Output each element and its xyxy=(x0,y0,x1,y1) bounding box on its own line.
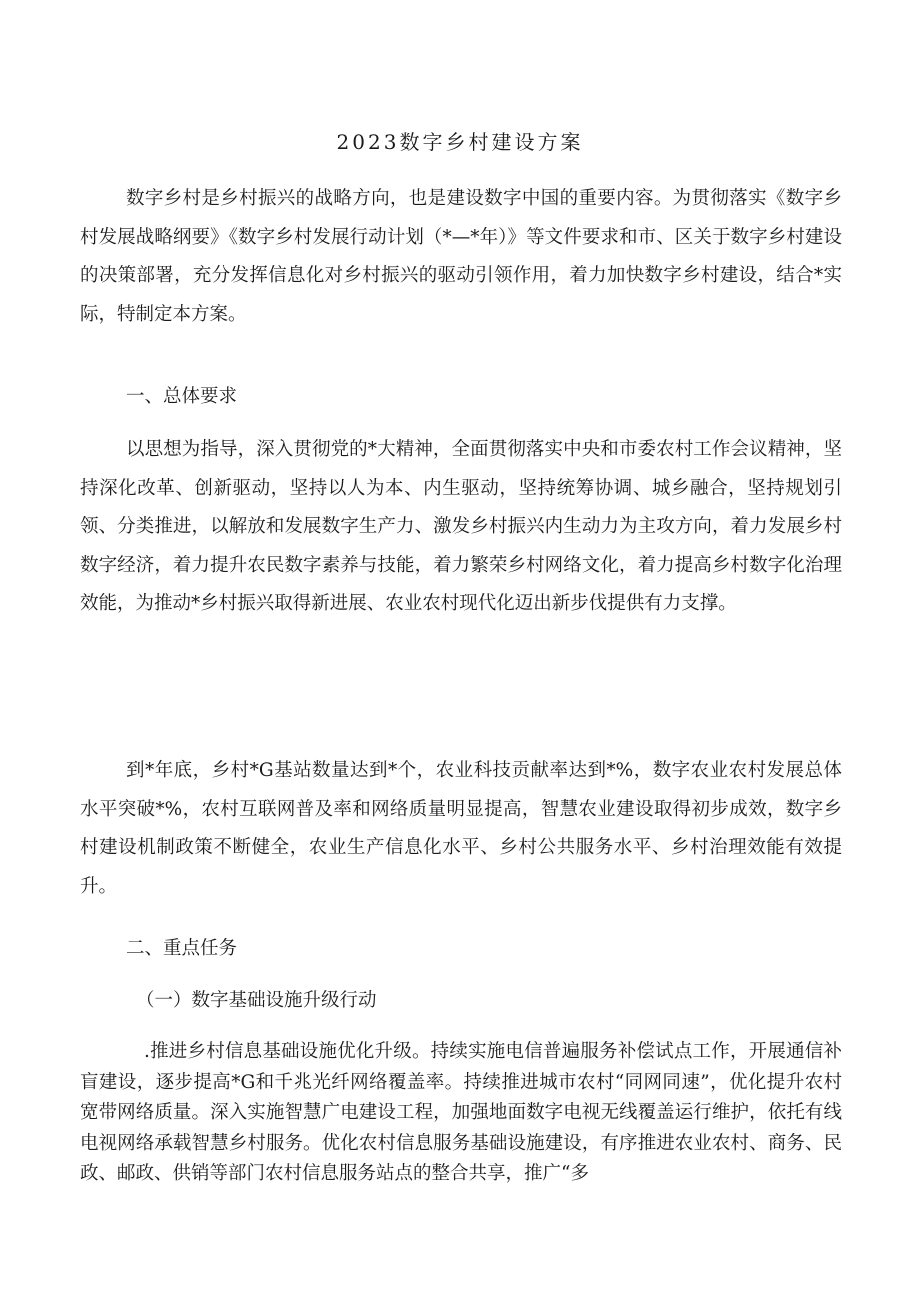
guiding-principles-paragraph: 以思想为指导，深入贯彻党的*大精神，全面贯彻落实中央和市委农村工作会议精神，坚持深化改革、创新驱动，坚持以人为本、内生驱动，坚持统筹协调、城乡融合，坚持规划引领、分类推进，以解放和发展数字生产力、激发乡村振兴内生动力为主攻方向，着力发展乡村数字经济，着力提升农民数字素养与技能，着力繁荣乡村网络文化，着力提高乡村数字化治理效能，为推动*乡村振兴取得新进展、农业农村现代化迈出新步伐提供有力支撑。 xyxy=(80,439,842,615)
subsection-heading-digital-infrastructure: （一）数字基础设施升级行动 xyxy=(136,990,377,1011)
infrastructure-upgrade-paragraph: .推进乡村信息基础设施优化升级。持续实施电信普遍服务补偿试点工作，开展通信补盲建设，逐步提高*G和千兆光纤网络覆盖率。持续推进城市农村“同网同速”，优化提升农村宽带网络质量。深入实施智慧广电建设工程，加强地面数字电视无线覆盖运行维护，依托有线电视网络承载智慧乡村服务。优化农村信息服务基础设施建设，有序推进农业农村、商务、民政、邮政、供销等部门农村信息服务站点的整合共享，推广“多 xyxy=(80,1041,842,1184)
document-title: 2023数字乡村建设方案 xyxy=(336,130,584,154)
targets-paragraph: 到*年底，乡村*G基站数量达到*个，农业科技贡献率达到*%，数字农业农村发展总体水平突破*%，农村互联网普及率和网络质量明显提高，智慧农业建设取得初步成效，数字乡村建设机制政策不断健全，农业生产信息化水平、乡村公共服务水平、乡村治理效能有效提升。 xyxy=(80,760,842,897)
intro-paragraph: 数字乡村是乡村振兴的战略方向，也是建设数字中国的重要内容。为贯彻落实《数字乡村发展战略纲要》《数字乡村发展行动计划（*—*年）》等文件要求和市、区关于数字乡村建设的决策部署，充分发挥信息化对乡村振兴的驱动引领作用，着力加快数字乡村建设，结合*实际，特制定本方案。 xyxy=(80,188,842,325)
section-heading-key-tasks: 二、重点任务 xyxy=(126,938,238,959)
section-heading-overall-requirements: 一、总体要求 xyxy=(126,386,238,407)
